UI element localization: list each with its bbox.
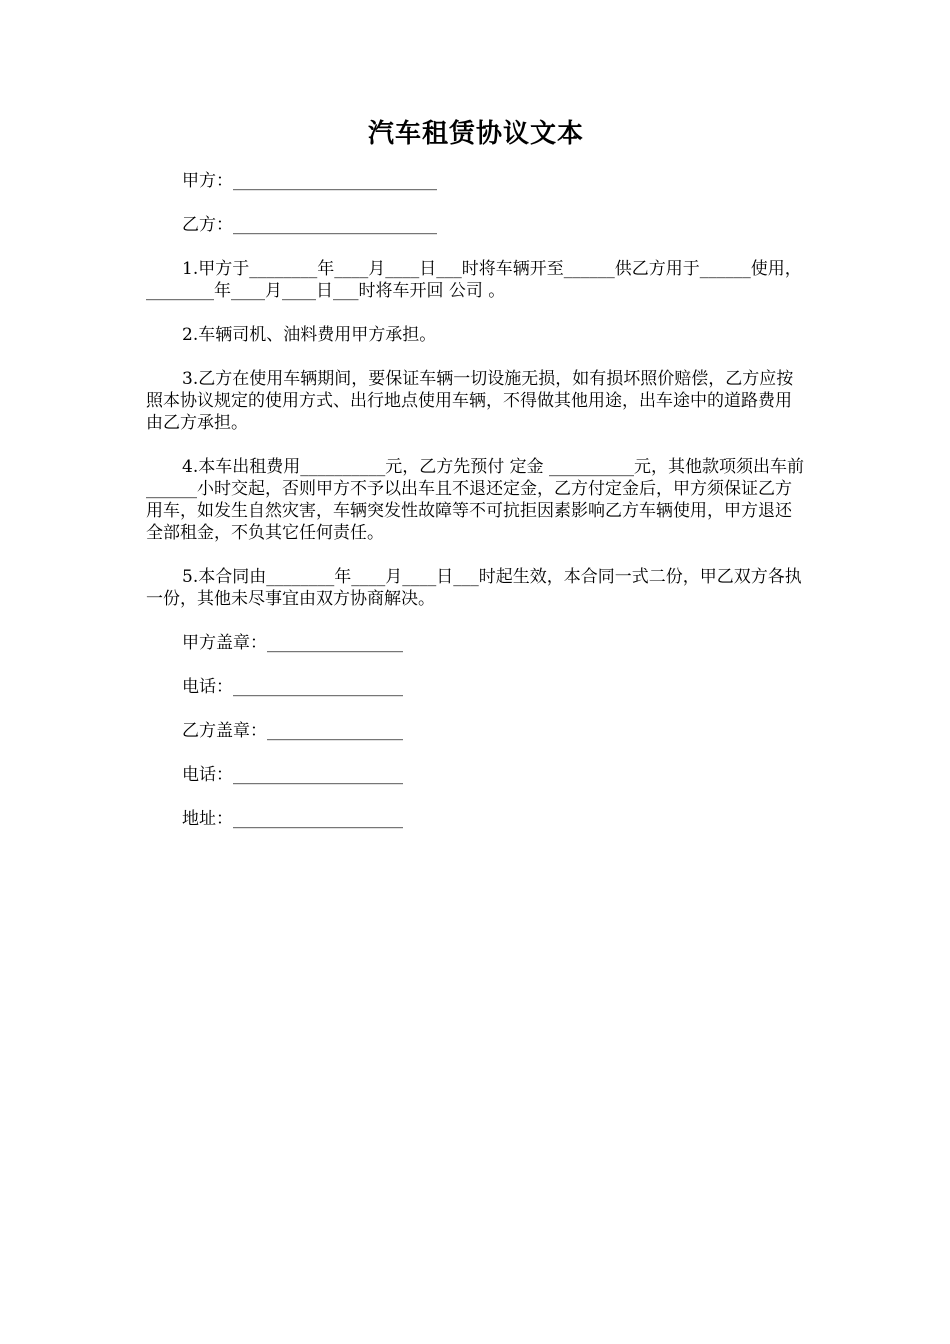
clause-4: 4.本车出租费用__________元，乙方先预付 定金 __________元，其他款项须出车前______小时交起，否则甲方不予以出车且不退还定金，乙方付定金后，甲方须保证乙方用车，如发生自然灾害，车辆突发性故障等不可抗拒因素影响乙方车辆使用，甲方退还全部租金，不负其它任何责任。 [146,457,805,543]
party-a-line: 甲方：________________________ [182,171,437,191]
clause-5: 5.本合同由________年____月____日___时起生效，本合同一式二份，甲乙双方各执一份，其他未尽事宜由双方协商解决。 [146,567,802,609]
party-b-line: 乙方：________________________ [182,215,437,235]
party-a-phone-line: 电话：____________________ [182,677,403,697]
document-title: 汽车租赁协议文本 [367,119,584,149]
document-body [146,116,806,852]
party-b-seal-line: 乙方盖章：________________ [182,721,403,741]
clause-2: 2.车辆司机、油料费用甲方承担。 [182,325,437,345]
party-b-phone-line: 电话：____________________ [182,765,403,785]
party-b-address-line: 地址：____________________ [182,809,403,829]
clause-1: 1.甲方于________年____月____日___时将车辆开至______供乙方用于______使用，________年____月____日___时将车开回 公司 。 [146,259,802,301]
clause-3: 3.乙方在使用车辆期间，要保证车辆一切设施无损，如有损坏照价赔偿，乙方应按照本协议规定的使用方式、出行地点使用车辆，不得做其他用途，出车途中的道路费用由乙方承担。 [146,369,794,433]
party-a-seal-line: 甲方盖章：________________ [182,633,403,653]
